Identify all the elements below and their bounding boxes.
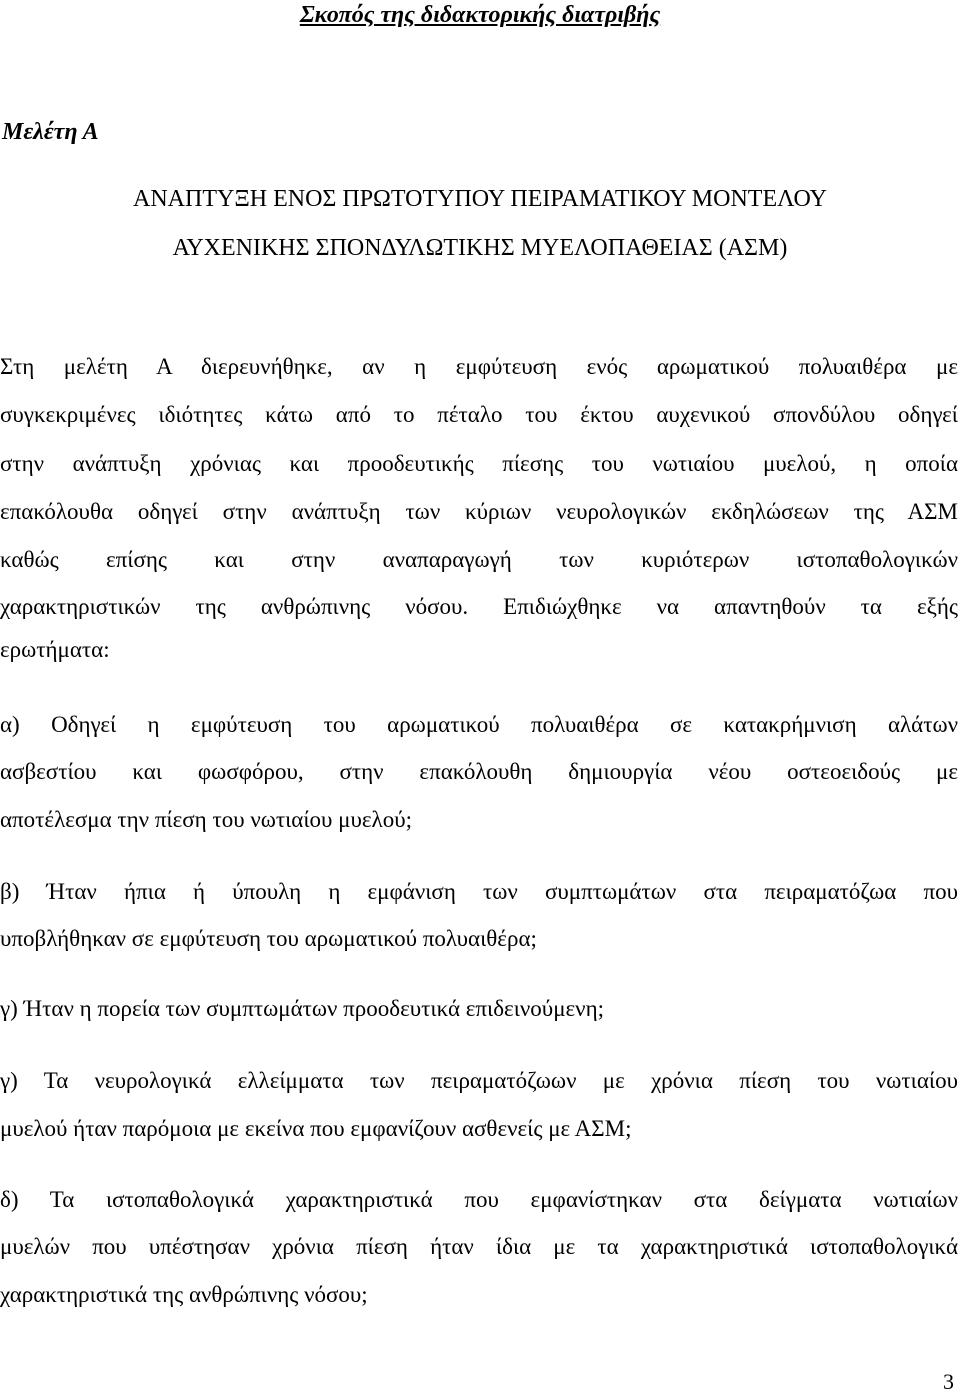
page-number: 3	[943, 1369, 954, 1394]
question-e-line: δ) Τα ιστοπαθολογικά χαρακτηριστικά που εμφανίστηκαν στα δείγματα νωτιαίων	[0, 1187, 958, 1212]
intro-line: χαρακτηριστικών της ανθρώπινης νόσου. Επιδιώχθηκε να απαντηθούν τα εξής	[0, 594, 958, 619]
intro-line: ερωτήματα:	[0, 637, 110, 662]
document-title: Σκοπός της διδακτορικής διατριβής	[299, 2, 661, 28]
heading-line: ΑΥΧΕΝΙΚΗΣ ΣΠΟΝΔΥΛΩΤΙΚΗΣ ΜΥΕΛΟΠΑΘΕΙΑΣ (ΑΣΜ)	[172, 235, 788, 261]
intro-line: επακόλουθα οδηγεί στην ανάπτυξη των κύριων νευρολογικών εκδηλώσεων της ΑΣΜ	[0, 499, 958, 524]
question-b-line: β) Ήταν ήπια ή ύπουλη η εμφάνιση των συμπτωμάτων στα πειραματόζωα που	[0, 879, 958, 904]
study-label: Μελέτη Α	[2, 119, 99, 145]
question-a-line: α) Οδηγεί η εμφύτευση του αρωματικού πολυαιθέρα σε κατακρήμνιση αλάτων	[0, 712, 958, 737]
question-e-line: χαρακτηριστικά της ανθρώπινης νόσου;	[0, 1282, 368, 1307]
question-e-line: μυελών που υπέστησαν χρόνια πίεση ήταν ίδια με τα χαρακτηριστικά ιστοπαθολογικά	[0, 1234, 958, 1259]
question-d-line: γ) Τα νευρολογικά ελλείμματα των πειραματόζωων με χρόνια πίεση του νωτιαίου	[0, 1068, 958, 1093]
intro-line: συγκεκριμένες ιδιότητες κάτω από το πέταλο του έκτου αυχενικού σπονδύλου οδηγεί	[0, 402, 958, 427]
question-c-line: γ) Ήταν η πορεία των συμπτωμάτων προοδευτικά επιδεινούμενη;	[0, 996, 604, 1021]
heading-line: ΑΝΑΠΤΥΞΗ ΕΝΟΣ ΠΡΩΤΟΤΥΠΟΥ ΠΕΙΡΑΜΑΤΙΚΟΥ ΜΟΝΤΕΛΟΥ	[133, 186, 827, 212]
intro-line: καθώς επίσης και στην αναπαραγωγή των κυριότερων ιστοπαθολογικών	[0, 547, 958, 572]
intro-line: Στη μελέτη Α διερευνήθηκε, αν η εμφύτευση ενός αρωματικού πολυαιθέρα με	[0, 354, 958, 379]
question-b-line: υποβλήθηκαν σε εμφύτευση του αρωματικού πολυαιθέρα;	[0, 926, 537, 951]
question-a-line: ασβεστίου και φωσφόρου, στην επακόλουθη δημιουργία νέου οστεοειδούς με	[0, 759, 958, 784]
question-d-line: μυελού ήταν παρόμοια με εκείνα που εμφανίζουν ασθενείς με ΑΣΜ;	[0, 1116, 632, 1141]
question-a-line: αποτέλεσμα την πίεση του νωτιαίου μυελού;	[0, 807, 412, 832]
intro-line: στην ανάπτυξη χρόνιας και προοδευτικής πίεσης του νωτιαίου μυελού, η οποία	[0, 451, 958, 476]
